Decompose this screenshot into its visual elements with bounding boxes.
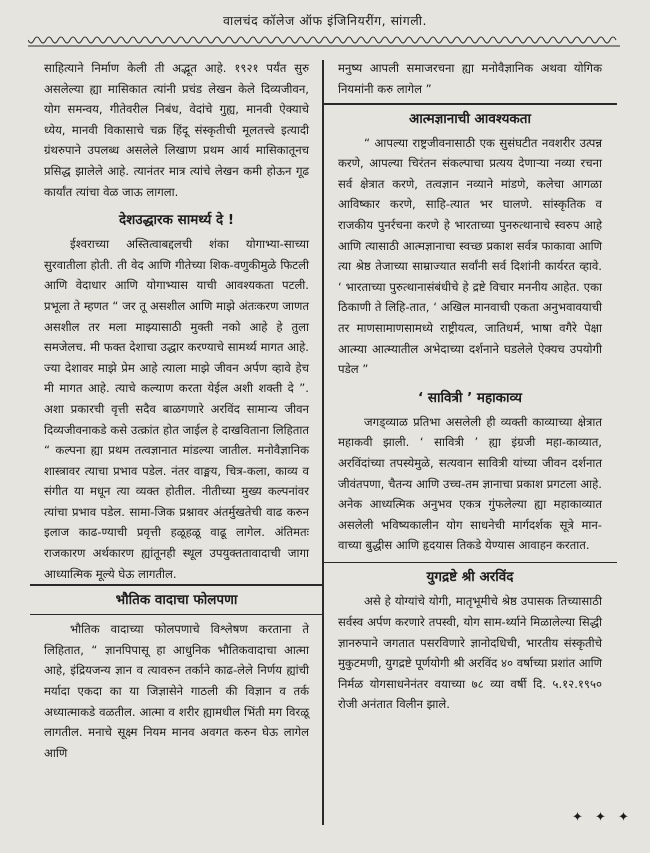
header-ornament xyxy=(28,32,620,52)
paragraph: ईश्वराच्या अस्तित्वाबद्दलची शंका योगाभ्या-साच्या सुरवातीला होती. ती वेद आणि गीतेच्या शिक-वणुकीमुळे फिटली आणि वेदाधार आणि योगाभ्यास याची आवश्यकता पटली. प्रभूला ते म्हणत “ जर तू असशील आणि माझे अंतःकरण जाणत असशील तर मला माझ्यासाठी मुक्ती नको आहे हे तुला समजेलच. मी फक्त देशाचा उद्धार करण्याचे सामर्थ्य मागत आहे. ज्या देशावर माझे प्रेम आहे त्याला माझे जीवन अर्पण व्हावे हेच मी मागत आहे. त्याचे कल्याण करता येईल अशी शक्ती दे ”. अशा प्रकारची वृत्ती सदैव बाळगणारे अरविंद सामान्य जीवन दिव्यजीवनाकडे कसे उत्क्रांत होत जाईल हे दाखविताना लिहितात “ कल्पना ह्या प्रथम तत्वज्ञानात मांडल्या जातील. मनोवैज्ञानिक शास्त्रावर त्याचा प्रभाव पडेल. नंतर वाङ्मय, चित्र-कला, काव्य व संगीत या मधून त्या व्यक्त होतील. नीतीच्या मुख्य कल्पनांवर त्यांचा प्रभाव पडेल. सामा-जिक प्रश्नावर अंतर्मुखतेची वाढ करुन इलाज काढ-ण्याची प्रवृत्ती हळूहळू वाढू लागेल. अंतिमतः राजकारण अर्थकारण ह्यांतूनही स्थूल उपयुक्ततावादाची जागा आध्यात्मिक मूल्ये घेऊ लागतील. xyxy=(44,237,309,581)
paragraph: जगड्व्याळ प्रतिभा असलेली ही व्यक्ती काव्याच्या क्षेत्रात महाकवी झाली. ‘ सावित्री ’ ह्या इंग्रजी महा-काव्यात, अरविंदांच्या तपस्येमुळे, सत्यवान सावित्री यांच्या जीवन दर्शनात जीवंतपणा, चैतन्य आणि उच्च-तम ज्ञानाचा प्रकाश प्रगटला आहे. अनेक आध्यत्मिक अनुभव एकत्र गुंफलेल्या ह्या महाकाव्यात असलेली भविष्यकालीन योग साधनेची मार्गदर्शक सूत्रे मान-वाच्या बुद्धीस आणि हृदयास तिकडे येण्यास आवाहन करतात. xyxy=(338,414,602,553)
section-heading: ‘ सावित्री ’ महाकाव्य xyxy=(418,389,522,406)
heading-rule xyxy=(30,614,323,616)
heading-rule xyxy=(322,562,617,564)
section-heading: आत्मज्ञानाची आवश्यकता xyxy=(408,110,531,127)
paragraph: साहित्याने निर्माण केली ती अद्भूत आहे. १९२१ पर्यंत सुरु असलेल्या ह्या मासिकात त्यांनी प्रचंड लेखन केले दिव्यजीवन, योग समन्वय, गीतेवरील निबंध, वेदांचे गुह्य, मानवी ऐक्याचे ध्येय, मानवी विकासाचे चक्र हिंदू संस्कृतीची मूलतत्त्वे इत्यादी ग्रंथरुपाने उपलब्ध असलेले लिखाण प्रथम आर्य मासिकातूनच प्रसिद्ध झालेले आहे. त्यानंतर मात्र त्यांचे लेखन कमी होऊन गूढ कार्यांत त्यांचा वेळ जाऊ लागला. xyxy=(44,61,309,199)
section-heading: भौतिक वादाचा फोलपणा xyxy=(115,591,238,608)
right-column xyxy=(338,58,602,715)
left-column xyxy=(44,58,309,763)
paragraph: मनुष्य आपली समाजरचना ह्या मनोवैज्ञानिक अथवा योगिक नियमांनी करु लागेल ” xyxy=(338,61,602,96)
paragraph: “ आपल्या राष्ट्रजीवनासाठी एक सुसंघटीत नवशरीर उत्पन्न करणे, आपल्या चिरंतन संकल्पाचा प्रत्यय देणाऱ्या नव्या रचना सर्व क्षेत्रात करणे, तत्वज्ञान नव्याने मांडणे, कलेचा आगळा आविष्कार करणे, साहि-त्यात भर घालणे. सांस्कृतिक व राजकीय पुनर्रचना करणे हे भारताच्या पुनरुत्थानाचे स्वरुप आहे आणि त्यासाठी आत्मज्ञानाचा स्वच्छ प्रकाश सर्वत्र फाकावा आणि त्या श्रेष्ठ तेजाच्या साम्राज्यात सर्वांनी सर्व दिशांनी कार्यरत व्हावे. ‘ भारताच्या पुरुत्थानासंबंधीचे हे द्रष्टे विचार मननीय आहेत. एका ठिकाणी ते लिहि-तात, ‘ अखिल मानवाची एकता अनुभवावयाची तर माणसामाणसामध्ये राष्ट्रीयत्व, जातिधर्म, भाषा वगैरे पेक्षा आत्म्या आत्म्यातील अभेदाच्या दर्शनाने घडलेले ऐक्यच उपयोगी पडेल ” xyxy=(338,135,602,377)
heading-rule xyxy=(322,103,617,105)
paragraph: भौतिक वादाच्या फोलपणाचे विश्लेषण करताना ते लिहितात, “ ज्ञानपिपासू हा आधुनिक भौतिकवादाचा आत्मा आहे, इंद्रियजन्य ज्ञान व त्यावरुन तर्काने काढ-लेले निर्णय ह्यांची मर्यादा एकदा का या जिज्ञासेने गाठली की विज्ञान व तर्क अध्यात्माकडे वळतील. आत्मा व शरीर ह्यामधील भिंती मग विरळू लागतील. मनाचे सूक्ष्म नियम मानव अवगत करुन घेऊ लागेल आणि xyxy=(44,622,309,760)
paragraph: असे हे योग्यांचे योगी, मातृभूमीचे श्रेष्ठ उपासक तिच्यासाठी सर्वस्व अर्पण करणारे तपस्वी, योग साम-र्थ्याने मिळालेल्या सिद्धी ज्ञानरुपाने जगतात पसरविणारे ज्ञानोदधिची, भारतीय संस्कृतीचे मुकुटमणी, युगद्रष्टे पूर्णयोगी श्री अरविंद ४० वर्षाच्या प्रशांत आणि निर्मळ योगसाधनेनंतर वयाच्या ७८ व्या वर्षी दि. ५.१२.१९५० रोजी अनंतात विलीन झाले. xyxy=(338,594,602,712)
section-heading: देशउद्धारक सामर्थ्य दे ! xyxy=(118,212,235,229)
heading-rule xyxy=(30,584,323,586)
page-header: वालचंद कॉलेज ऑफ इंजिनियरींग, सांगली. xyxy=(223,13,427,28)
column-divider xyxy=(322,60,324,825)
section-heading: युगद्रष्टे श्री अरविंद xyxy=(426,569,514,586)
end-mark: ✦ ✦ ✦ xyxy=(572,810,633,825)
